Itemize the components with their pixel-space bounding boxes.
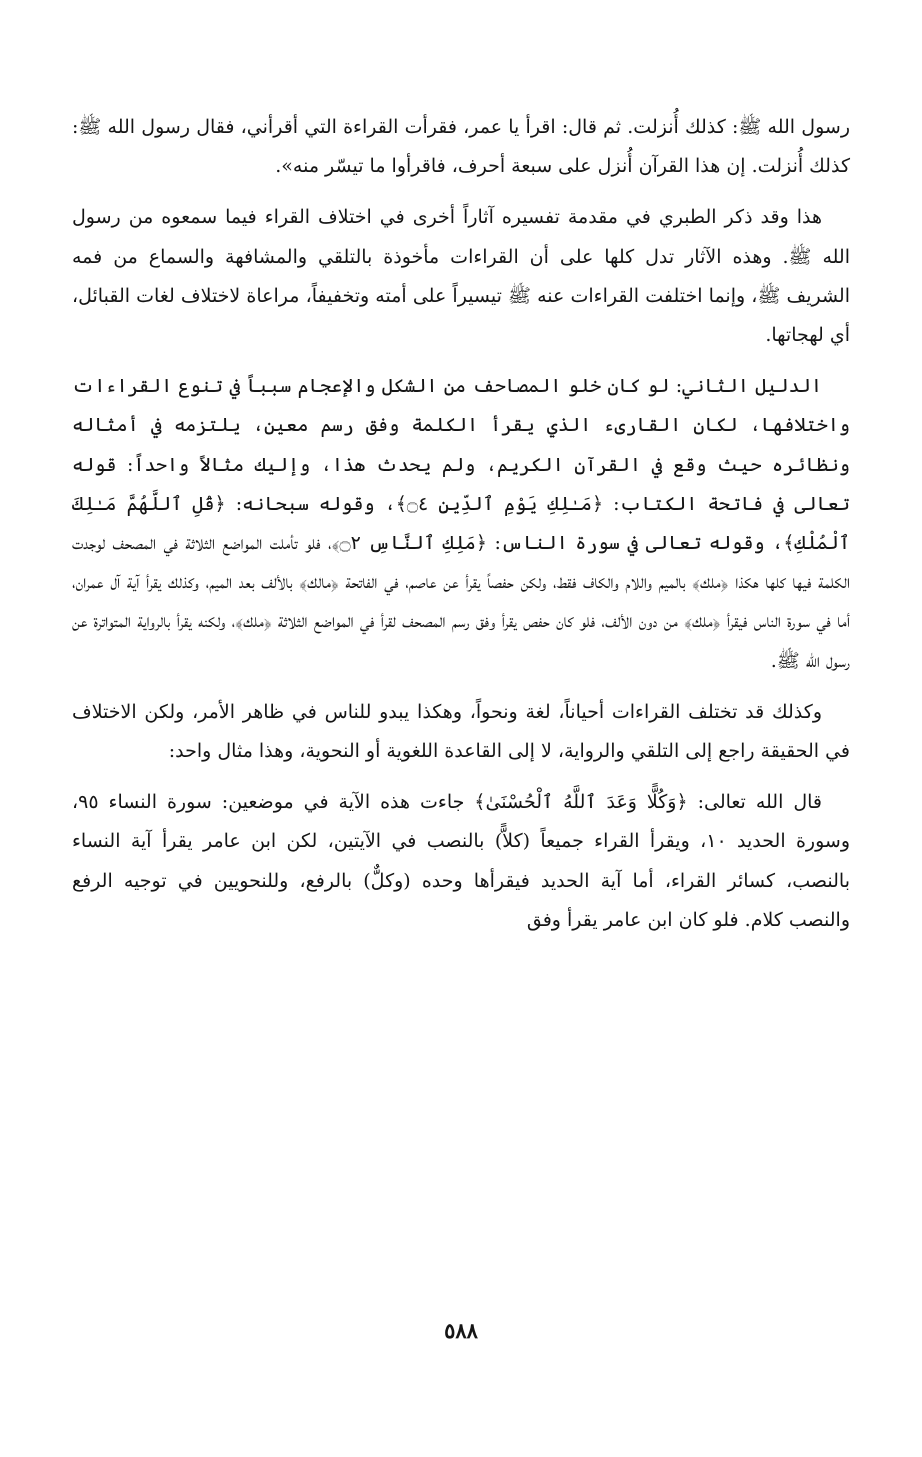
paragraph-example: قال الله تعالى: ﴿وَكُلًّا وَعَدَ ٱللَّهُ ٱلْحُسْنَىٰ﴾ جاءت هذه الآية في موضعين: سورة النساء ٩٥، وسورة الحديد ١٠، ويقرأ القراء جميعاً (كلاًّ) بالنصب في الآيتين، لكن ابن عامر يقرأ آية النساء بالنصب، كسائر القراء، أما آية الحديد فيقرأها وحده (وكلٌّ) بالرفع، وللنحويين في توجيه الرفع والنصب كلام. فلو كان ابن عامر يقرأ وفق	[72, 791, 851, 931]
paragraph-gap	[72, 681, 850, 693]
page-body	[72, 108, 850, 940]
paragraph-second-proof: الدليل الثاني: لو كان خلو المصاحف من الشكل والإعجام سبباً في تنوع القراءات واختلافها، لكان القارىء الذي يقرأ الكلمة وفق رسم معين، يلتزمه في أمثاله ونظائره حيث وقع في القرآن الكريم، ولم يحدث هذا، وإليك مثالاً واحداً: قوله تعالى في فاتحة الكتاب: ﴿مَـٰلِكِ يَوْمِ ٱلدِّينِ ۝٤﴾، وقوله سبحانه: ﴿قُلِ ٱللَّهُمَّ مَـٰلِكَ ٱلْمُلْكِ﴾، وقوله تعالى في سورة الناس: ﴿مَلِكِ ٱلنَّاسِ ۝٢﴾، فلو تأملت المواضع الثلاثة في المصحف لوجدت الكلمة فيها كلها هكذا ﴿ملك﴾ بالميم واللام والكاف فقط، ولكن حفصاً يقرأ عن عاصم، في الفاتحة ﴿مالك﴾ بالألف بعد الميم، وكذلك يقرأ آية آل عمران، أما في سورة الناس فيقرأ ﴿ملك﴾ من دون الألف، فلو كان حفص يقرأ وفق رسم المصحف لقرأ في المواضع الثلاثة ﴿ملك﴾، ولكنه يقرأ بالرواية المتواترة عن رسول الله ﷺ.	[72, 375, 851, 672]
paragraph-tabari: هذا وقد ذكر الطبري في مقدمة تفسيره آثاراً أخرى في اختلاف القراء فيما سمعوه من رسول الله ﷺ. وهذه الآثار تدل كلها على أن القراءات مأخوذة بالتلقي والمشافهة والسماع من فمه الشريف ﷺ، وإنما اختلفت القراءات عنه ﷺ تيسيراً على أمته وتخفيفاً، مراعاة لاختلاف لغات القبائل، أي لهجاتها.	[72, 206, 850, 347]
page-number: ٥٨٨	[444, 1318, 478, 1343]
paragraph-language-difference: وكذلك قد تختلف القراءات أحياناً، لغة ونحواً، وهكذا يبدو للناس في ظاهر الأمر، ولكن الاختلاف في الحقيقة راجع إلى التلقي والرواية، لا إلى القاعدة اللغوية أو النحوية، وهذا مثال واحد:	[72, 700, 850, 763]
paragraph-gap	[72, 771, 850, 783]
paragraph-gap	[72, 186, 850, 198]
paragraph-gap	[72, 355, 850, 367]
paragraph-hadith-ending: رسول الله ﷺ: كذلك أُنزلت. ثم قال: اقرأ يا عمر، فقرأت القراءة التي أقرأني، فقال رسول الله ﷺ: كذلك أُنزلت. إن هذا القرآن أُنزل على سبعة أحرف، فاقرأوا ما تيسّر منه».	[72, 116, 850, 178]
